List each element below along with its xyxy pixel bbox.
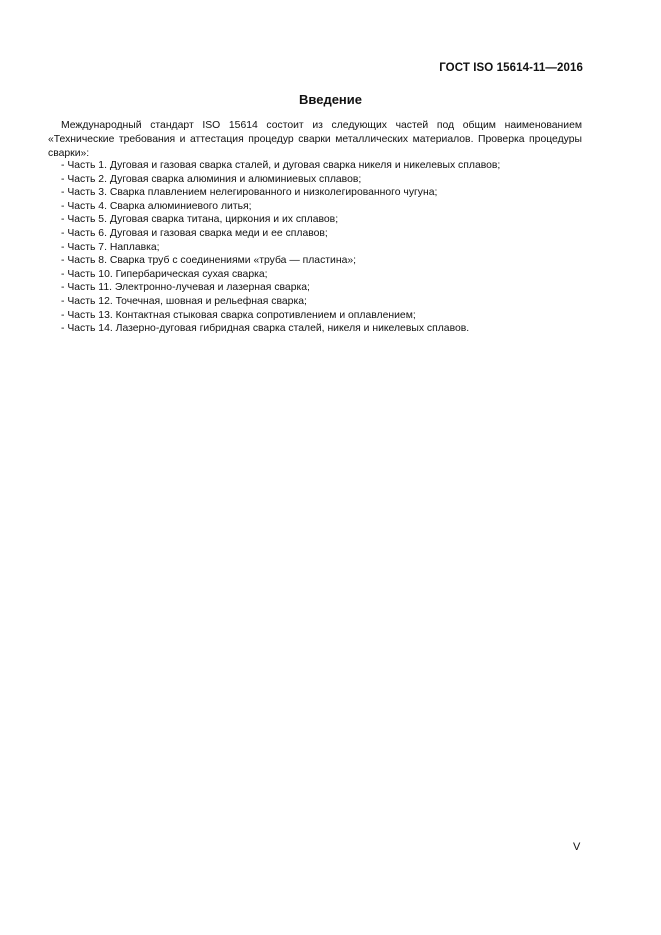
list-item: - Часть 10. Гипербарическая сухая сварка; [61, 268, 268, 280]
list-item: - Часть 11. Электронно-лучевая и лазерная сварка; [61, 282, 310, 294]
list-item: - Часть 8. Сварка труб с соединениями «труба — пластина»; [61, 255, 357, 267]
section-title: Введение [299, 92, 362, 107]
parts-list [61, 159, 591, 336]
list-item: - Часть 4. Сварка алюминиевого литья; [61, 200, 252, 212]
list-item: - Часть 2. Дуговая сварка алюминия и алюминиевых сплавов; [61, 173, 362, 185]
list-item: - Часть 3. Сварка плавлением нелегированного и низколегированного чугуна; [61, 187, 438, 199]
list-item: - Часть 13. Контактная стыковая сварка сопротивлением и оплавлением; [61, 309, 416, 321]
page-number: V [573, 841, 581, 853]
list-item: - Часть 14. Лазерно-дуговая гибридная сварка сталей, никеля и никелевых сплавов. [61, 323, 470, 335]
list-item: - Часть 5. Дуговая сварка титана, циркония и их сплавов; [61, 214, 339, 226]
list-item: - Часть 12. Точечная, шовная и рельефная сварка; [61, 295, 307, 307]
list-item: - Часть 7. Наплавка; [61, 241, 160, 253]
intro-paragraph: Международный стандарт ISO 15614 состоит из следующих частей под общим наименованием «Технические требования и аттестация процедур сварки металлических материалов. Проверка процедуры сварки»: [48, 120, 582, 160]
list-item: - Часть 1. Дуговая и газовая сварка сталей, и дуговая сварка никеля и никелевых сплавов; [61, 160, 501, 171]
document-code: ГОСТ ISO 15614-11—2016 [439, 62, 583, 74]
list-item: - Часть 6. Дуговая и газовая сварка меди и ее сплавов; [61, 227, 328, 239]
